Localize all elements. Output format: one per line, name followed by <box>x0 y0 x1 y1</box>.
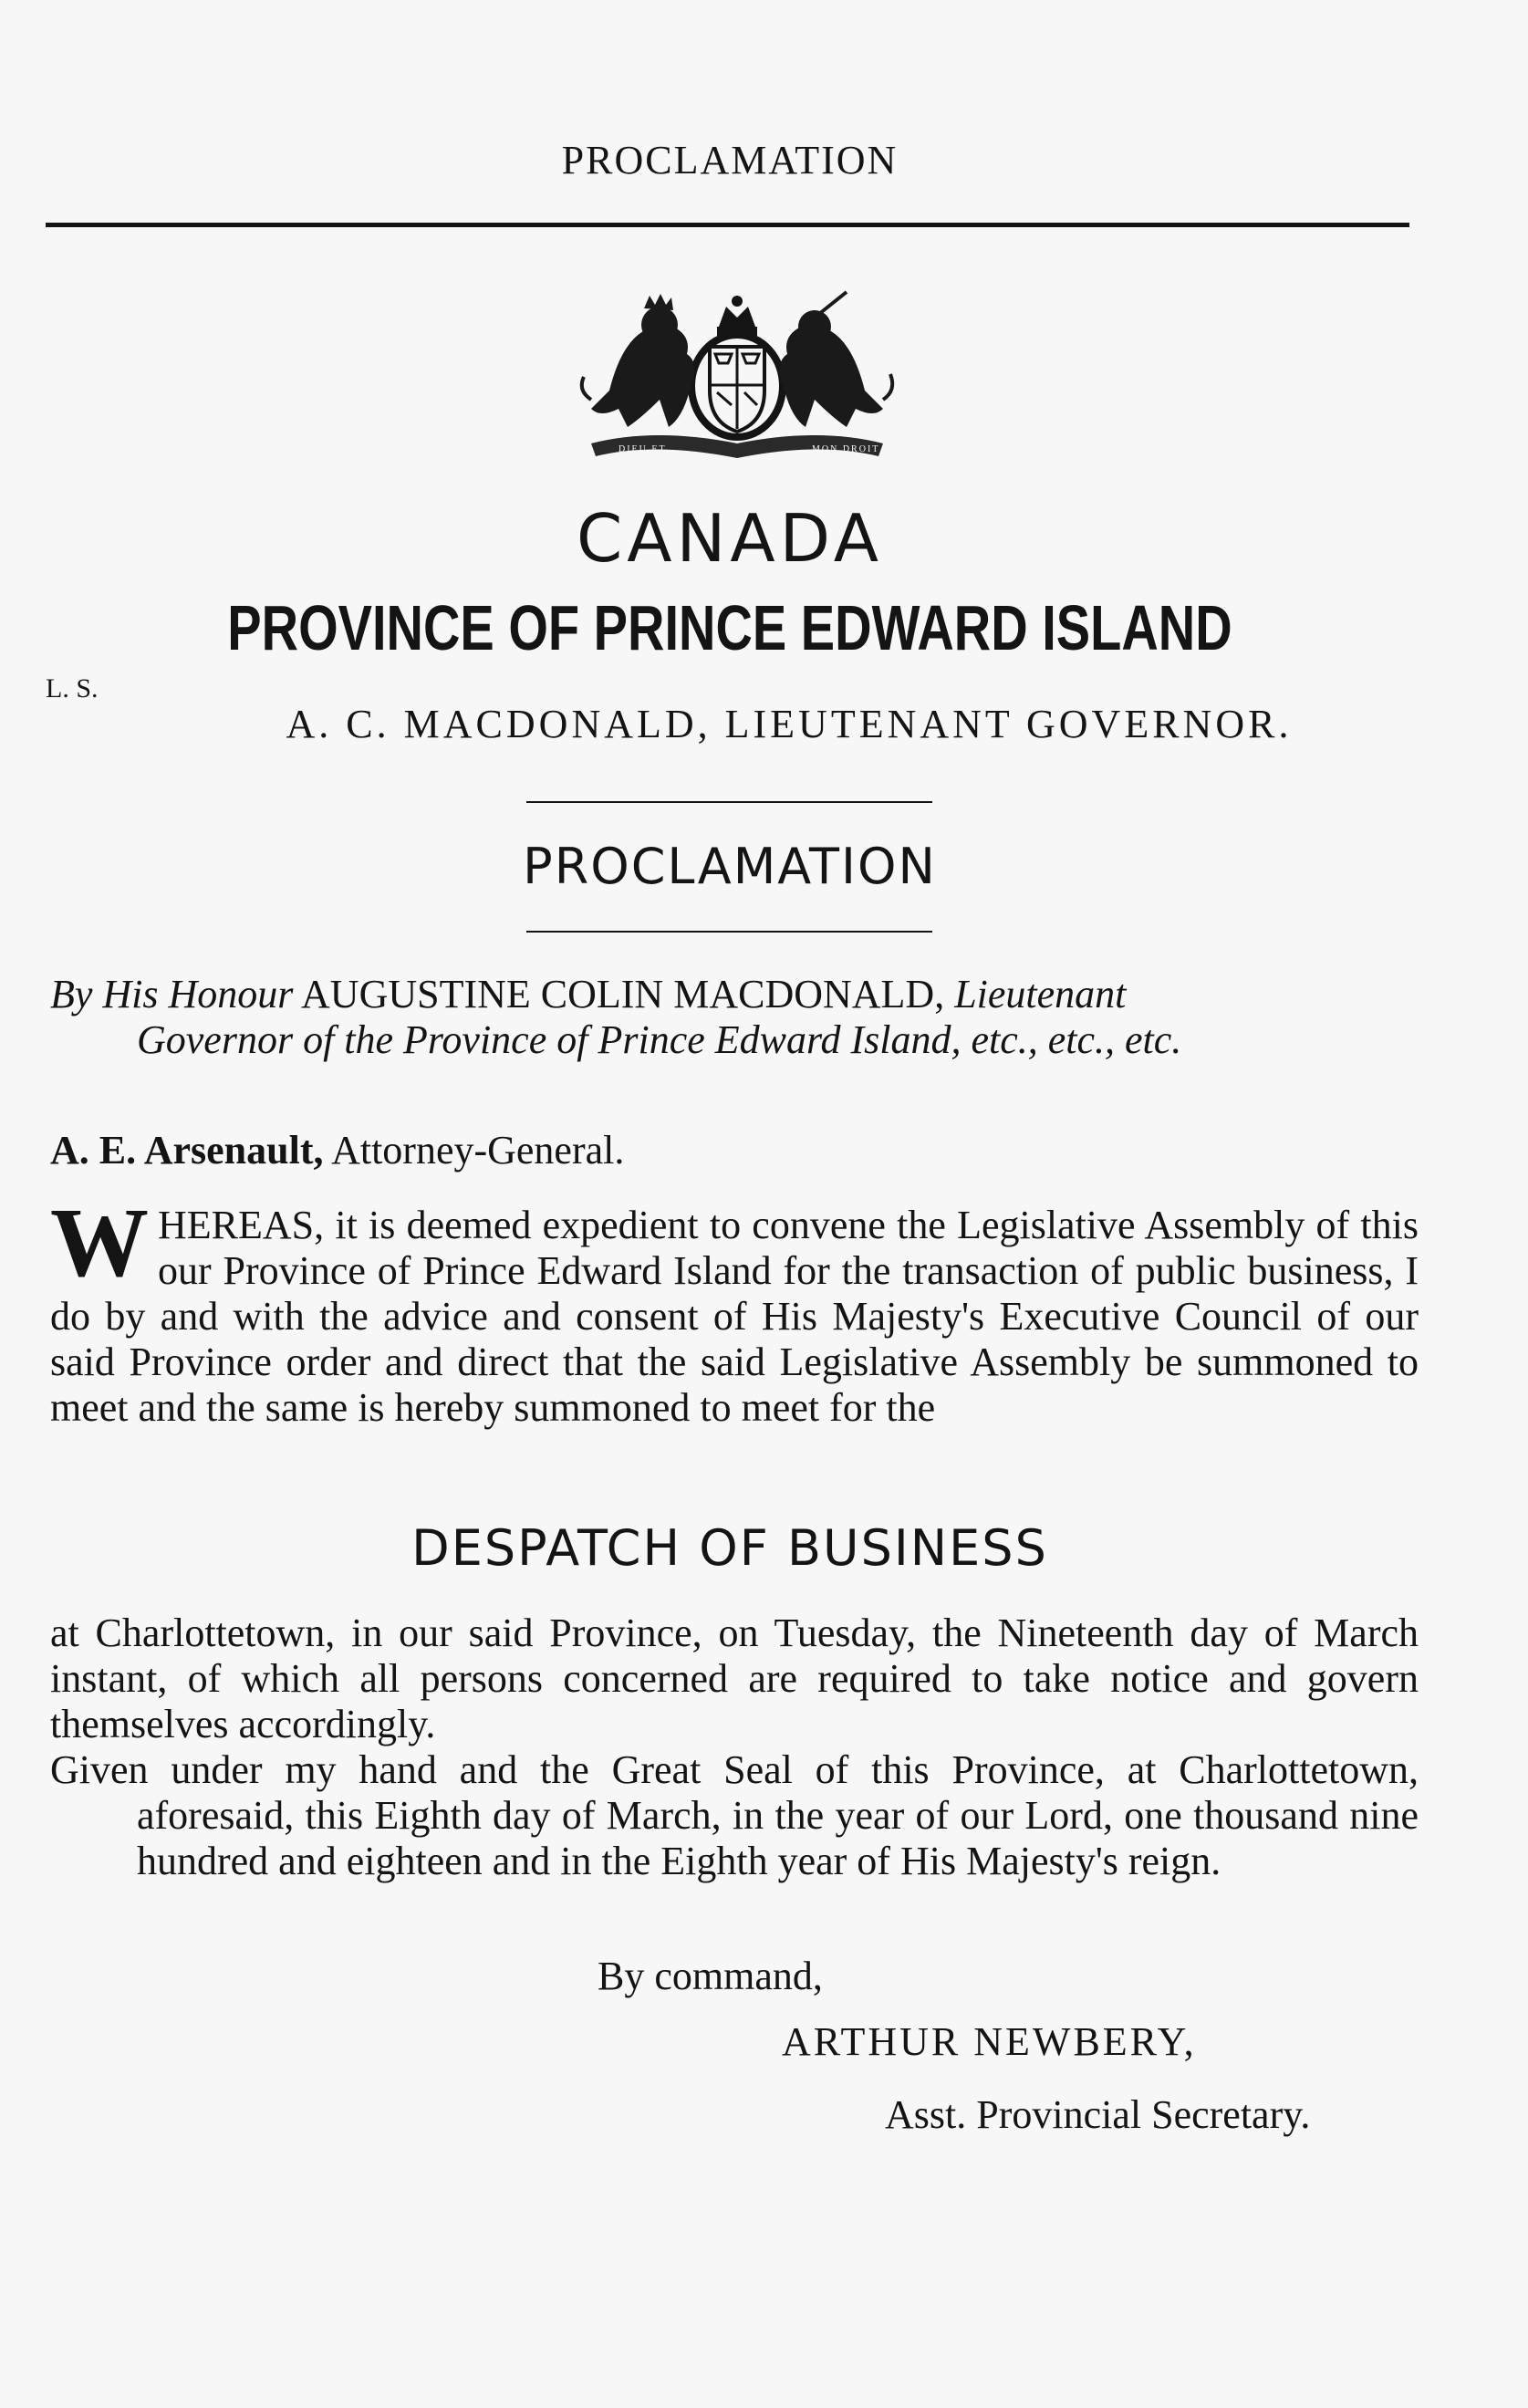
governor-full-name: AUGUSTINE COLIN MACDONALD, <box>301 972 945 1016</box>
divider-lower <box>526 931 932 933</box>
province-heading: PROVINCE OF PRINCE EDWARD ISLAND <box>227 592 1232 663</box>
governor-title-2: Governor of the Province of Prince Edward Island, etc., etc., etc. <box>137 1017 1182 1062</box>
by-honour-paragraph <box>50 972 1419 1063</box>
svg-text:DIEU ET: DIEU ET <box>618 444 667 454</box>
whereas-text: HEREAS, it is deemed expedient to convene the Legislative Assembly of this our Province of Prince Edward Island for the transaction of public business, I do by and with the advice and consent of His Majesty's Executive Council of our said Province order and direct that the said Legislative Assembly be summoned to meet and the same is hereby summoned to meet for the <box>50 1203 1419 1430</box>
by-command: By command, <box>598 1954 823 1998</box>
proclamation-title: PROCLAMATION <box>523 838 937 895</box>
signer-name: ARTHUR NEWBERY, <box>782 2019 1197 2064</box>
attorney-line <box>50 1127 624 1173</box>
royal-coat-of-arms-icon <box>573 290 901 464</box>
governor-title-1: Lieutenant <box>954 972 1127 1016</box>
attorney-title: Attorney-General. <box>331 1128 625 1173</box>
attorney-name: A. E. Arsenault, <box>50 1128 324 1173</box>
seal-mark: L. S. <box>46 673 99 704</box>
by-honour-prefix: By His Honour <box>50 972 294 1016</box>
governor-line: A. C. MACDONALD, LIEUTENANT GOVERNOR. <box>286 702 1293 746</box>
signer-title: Asst. Provincial Secretary. <box>885 2092 1311 2137</box>
drop-cap: W <box>50 1189 149 1298</box>
svg-text:MON DROIT: MON DROIT <box>812 444 880 454</box>
whereas-paragraph <box>50 1189 1419 1431</box>
running-head: PROCLAMATION <box>561 138 899 182</box>
charlottetown-paragraph: at Charlottetown, in our said Province, on Tuesday, the Nineteenth day of March instant, of which all persons concerned are required to take notice and govern themselves accordingly. <box>50 1611 1419 1746</box>
top-rule <box>46 223 1409 227</box>
given-paragraph: Given under my hand and the Great Seal of this Province, at Charlottetown, aforesaid, this Eighth day of March, in the year of our Lord, one thousand nine hundred and eighteen and in the Eighth year of His Majesty's reign. <box>50 1747 1419 1883</box>
business-heading: DESPATCH OF BUSINESS <box>411 1519 1048 1577</box>
country-heading: CANADA <box>576 500 884 577</box>
divider-upper <box>526 801 932 803</box>
